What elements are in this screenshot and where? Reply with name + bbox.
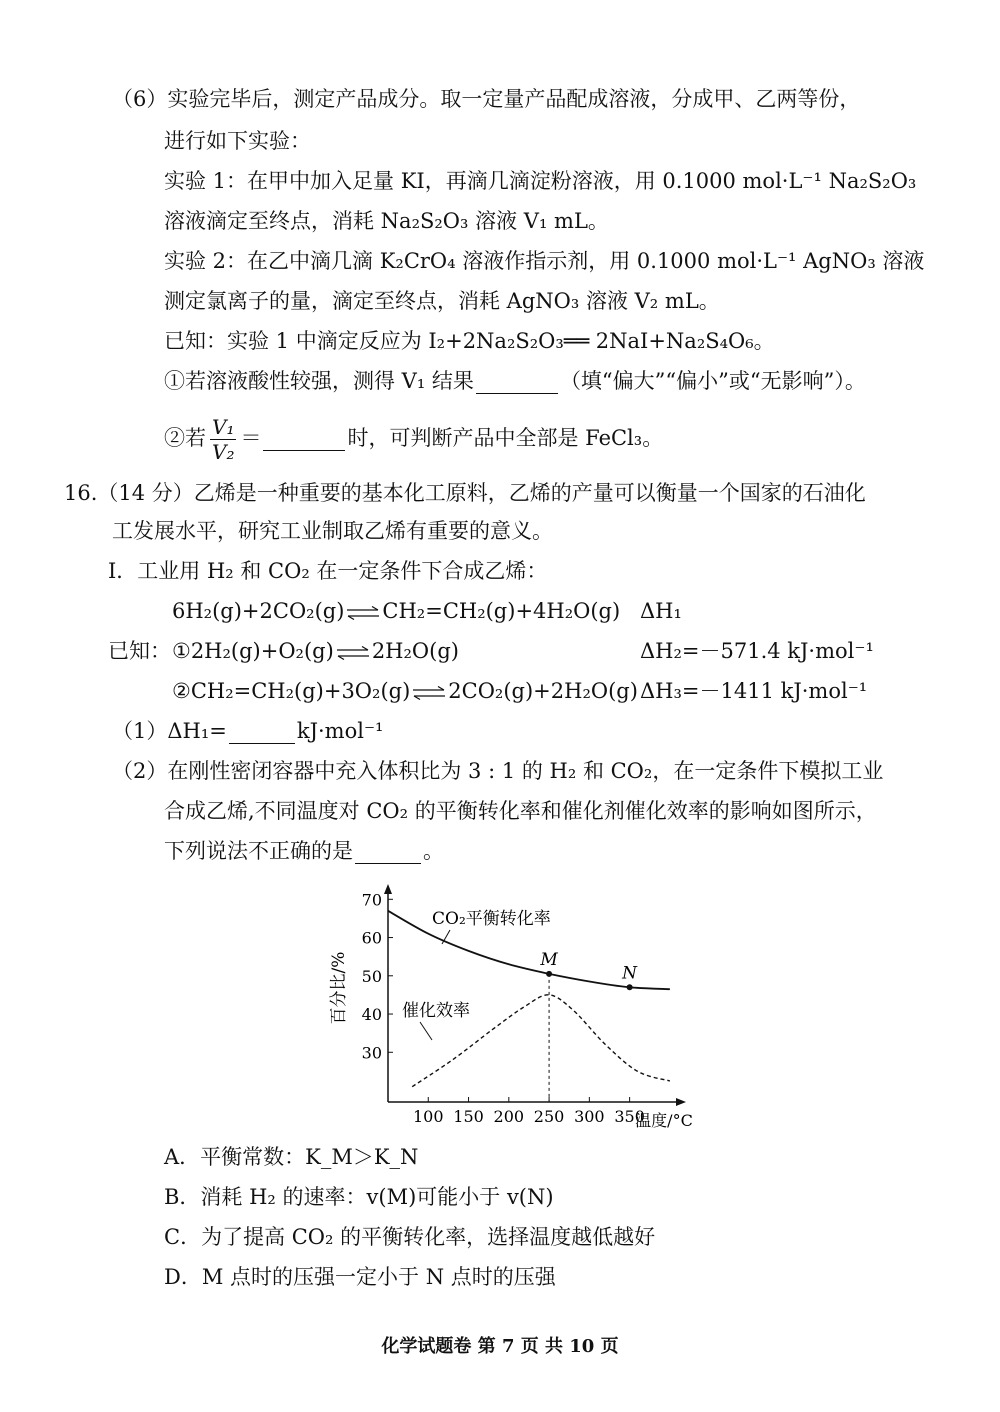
x-tick-label: 300 bbox=[574, 1107, 605, 1126]
y-axis-label: 百分比/% bbox=[329, 951, 349, 1025]
delta-h1: ΔH₁ bbox=[640, 599, 682, 623]
q16-part2-line1: （2）在刚性密闭容器中充入体积比为 3 : 1 的 H₂ 和 CO₂，在一定条件下模拟工业 bbox=[112, 759, 884, 783]
q6-exp2-line1: 实验 2：在乙中滴几滴 K₂CrO₄ 溶液作指示剂，用 0.1000 mol·L⁻¹ AgNO₃ 溶液 bbox=[164, 249, 925, 273]
page-footer: 化学试题卷 第 7 页 共 10 页 bbox=[381, 1336, 619, 1357]
y-tick-label: 60 bbox=[361, 928, 382, 948]
v-ratio-fraction bbox=[210, 415, 236, 464]
y-tick-label: 70 bbox=[361, 890, 382, 910]
q6-sub2 bbox=[164, 408, 663, 468]
q16-part1-question bbox=[112, 716, 383, 746]
fraction-denominator: V₂ bbox=[212, 440, 235, 464]
p1-unit: kJ·mol⁻¹ bbox=[296, 719, 384, 743]
main-reaction-right: CH₂=CH₂(g)+4H₂O(g) bbox=[382, 599, 621, 623]
q6-sub1 bbox=[164, 366, 866, 396]
x-axis-label: 温度/°C bbox=[635, 1111, 693, 1130]
q16-part1: I．工业用 H₂ 和 CO₂ 在一定条件下合成乙烯： bbox=[108, 559, 548, 583]
option-b: B．消耗 H₂ 的速率：v(M)可能小于 v(N) bbox=[164, 1185, 554, 1209]
x-tick-label: 250 bbox=[533, 1107, 565, 1126]
point-N bbox=[627, 984, 633, 990]
p2-prompt: 下列说法不正确的是 bbox=[164, 839, 353, 863]
x-axis-arrow-icon bbox=[676, 1098, 686, 1106]
reaction-1-left: ①2H₂(g)+O₂(g) bbox=[172, 639, 334, 663]
x-tick-label: 100 bbox=[412, 1107, 444, 1126]
reaction-2 bbox=[172, 676, 638, 706]
p1-blank bbox=[229, 721, 295, 744]
q6-exp1-line2: 溶液滴定至终点，消耗 Na₂S₂O₃ 溶液 V₁ mL。 bbox=[164, 209, 609, 233]
delta-h3: ΔH₃=－1411 kJ·mol⁻¹ bbox=[640, 679, 868, 703]
y-axis-arrow-icon bbox=[384, 884, 392, 894]
q16-head-line2: 工发展水平，研究工业制取乙烯有重要的意义。 bbox=[112, 519, 553, 543]
point-label-M: M bbox=[540, 949, 558, 970]
q6-known: 已知：实验 1 中滴定反应为 I₂+2Na₂S₂O₃══ 2NaI+Na₂S₄O₆。 bbox=[164, 329, 775, 353]
known-label: 已知： bbox=[108, 639, 171, 663]
q6-sub2-equals: ＝ bbox=[240, 426, 262, 450]
co2-series-label: CO₂平衡转化率 bbox=[432, 909, 551, 929]
chart bbox=[320, 878, 710, 1130]
y-tick-label: 50 bbox=[361, 966, 382, 986]
point-M bbox=[546, 971, 552, 977]
q6-line2: 进行如下实验： bbox=[164, 129, 311, 153]
x-tick-label: 150 bbox=[453, 1107, 484, 1126]
q16-part2-line2: 合成乙烯,不同温度对 CO₂ 的平衡转化率和催化剂催化效率的影响如图所示， bbox=[164, 799, 877, 823]
reaction-2-left: ②CH₂=CH₂(g)+3O₂(g) bbox=[172, 679, 411, 703]
equilibrium-arrow-icon bbox=[346, 606, 380, 620]
catalyst-label-leader bbox=[420, 1022, 432, 1040]
q6-sub1-text: ①若溶液酸性较强，测得 V₁ 结果 bbox=[164, 369, 474, 393]
q6-line1: （6）实验完毕后，测定产品成分。取一定量产品配成溶液，分成甲、乙两等份， bbox=[112, 87, 861, 111]
y-tick-label: 30 bbox=[361, 1043, 382, 1063]
p2-period: 。 bbox=[423, 839, 444, 863]
reaction-1 bbox=[172, 636, 459, 666]
option-d: D．M 点时的压强一定小于 N 点时的压强 bbox=[164, 1265, 556, 1289]
p1-text: （1）ΔH₁= bbox=[112, 719, 227, 743]
q6-sub2-tail: 时，可判断产品中全部是 FeCl₃。 bbox=[347, 426, 664, 450]
fraction-numerator: V₁ bbox=[212, 415, 235, 439]
reaction-1-right: 2H₂O(g) bbox=[371, 639, 459, 663]
q16-head-line1: 16.（14 分）乙烯是一种重要的基本化工原料，乙烯的产量可以衡量一个国家的石油化 bbox=[64, 481, 866, 505]
option-a: A．平衡常数：K_M＞K_N bbox=[164, 1145, 419, 1169]
option-c: C．为了提高 CO₂ 的平衡转化率，选择温度越低越好 bbox=[164, 1225, 656, 1249]
q6-sub1-blank bbox=[476, 371, 558, 394]
q16-part2-line3 bbox=[164, 836, 444, 866]
x-tick-label: 200 bbox=[493, 1107, 525, 1126]
y-tick-label: 40 bbox=[361, 1005, 382, 1025]
p2-blank bbox=[355, 841, 421, 864]
point-label-N: N bbox=[622, 963, 638, 984]
main-reaction-left: 6H₂(g)+2CO₂(g) bbox=[172, 599, 345, 623]
delta-h2: ΔH₂=－571.4 kJ·mol⁻¹ bbox=[640, 639, 874, 663]
equilibrium-arrow-icon bbox=[336, 646, 370, 660]
x-tick-label: 350 bbox=[614, 1107, 645, 1126]
q6-sub2-text: ②若 bbox=[164, 426, 206, 450]
q6-sub1-hint: （填“偏大”“偏小”或“无影响”）。 bbox=[559, 369, 866, 393]
q6-sub2-blank bbox=[263, 428, 345, 451]
catalyst-series-label: 催化效率 bbox=[402, 1001, 470, 1021]
reaction-2-right: 2CO₂(g)+2H₂O(g) bbox=[448, 679, 638, 703]
q6-exp1-line1: 实验 1：在甲中加入足量 KI，再滴几滴淀粉溶液，用 0.1000 mol·L⁻¹ Na₂S₂O₃ bbox=[164, 169, 917, 193]
q6-exp2-line2: 测定氯离子的量，滴定至终点，消耗 AgNO₃ 溶液 V₂ mL。 bbox=[164, 289, 720, 313]
equilibrium-arrow-icon bbox=[412, 686, 446, 700]
main-reaction bbox=[172, 596, 620, 626]
